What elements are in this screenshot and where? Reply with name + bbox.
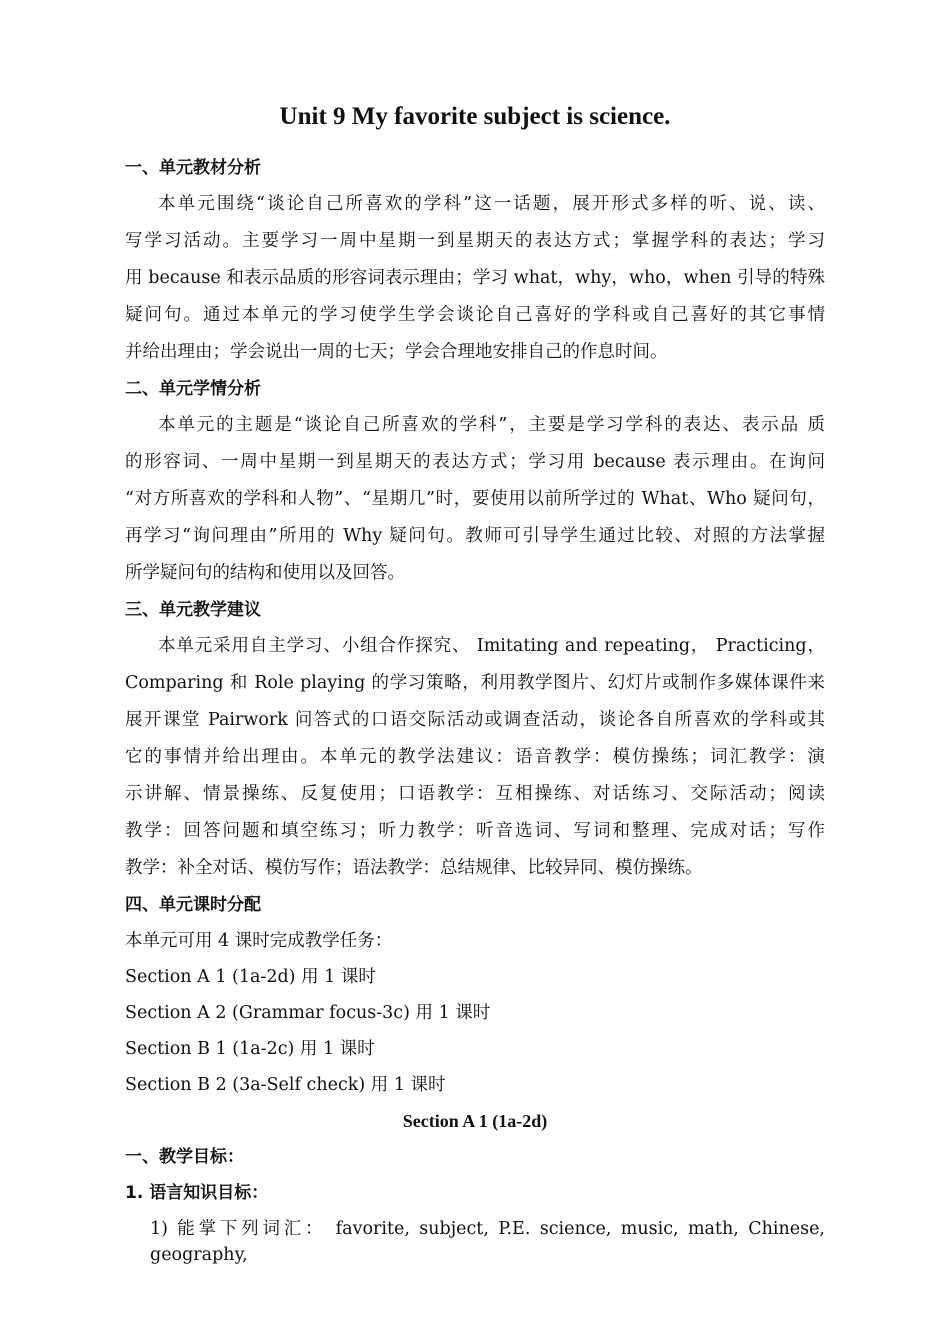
language-knowledge-heading: 1. 语言知识目标： — [125, 1183, 269, 1203]
paragraph-line: 的形容词、一周中星期一到星期天的表达方式；学习用 because 表示理由。在询问 — [125, 452, 825, 472]
allocation-item: Section B 2 (3a-Self check) 用 1 课时 — [125, 1075, 446, 1095]
paragraph-line: 写学习活动。主要学习一周中星期一到星期天的表达方式；掌握学科的表达；学习 — [125, 231, 825, 251]
page-title: Unit 9 My favorite subject is science. — [279, 103, 671, 130]
allocation-item: Section A 1 (1a-2d) 用 1 课时 — [125, 967, 376, 987]
paragraph-line: 所学疑问句的结构和使用以及回答。 — [125, 563, 405, 583]
paragraph-line: 展开课堂 Pairwork 问答式的口语交际活动或调查活动，谈论各自所喜欢的学科或其 — [125, 710, 825, 730]
paragraph-line: 它的事情并给出理由。本单元的教学法建议：语音教学：模仿操练；词汇教学：演 — [125, 747, 825, 767]
paragraph-line: 示讲解、情景操练、反复使用；口语教学：互相操练、对话练习、交际活动；阅读 — [125, 784, 825, 804]
teaching-goals-heading: 一、教学目标： — [125, 1147, 244, 1167]
paragraph-line: 本单元采用自主学习、小组合作探究、 Imitating and repeating， Practicing， — [158, 636, 825, 656]
paragraph-line: 本单元的主题是“谈论自己所喜欢的学科”，主要是学习学科的表达、表示品 质 — [158, 415, 825, 435]
section-heading-lesson-allocation: 四、单元课时分配 — [125, 895, 261, 915]
allocation-item: Section A 2 (Grammar focus-3c) 用 1 课时 — [125, 1003, 491, 1023]
paragraph-line: 疑问句。通过本单元的学习使学生学会谈论自己喜好的学科或自己喜好的其它事情 — [125, 305, 825, 325]
section-title: Section A 1 (1a-2d) — [402, 1111, 548, 1131]
section-heading-teaching-suggestions: 三、单元教学建议 — [125, 600, 261, 620]
paragraph-line: 教学：补全对话、模仿写作；语法教学：总结规律、比较异同、模仿操练。 — [125, 858, 703, 878]
vocabulary-item: 1) 能掌下列词汇： favorite, subject, P.E. science, music, math, Chinese, geography, — [150, 1219, 825, 1265]
paragraph-line: Comparing 和 Role playing 的学习策略，利用教学图片、幻灯片或制作多媒体课件来 — [125, 673, 825, 693]
paragraph-line: 并给出理由；学会说出一周的七天；学会合理地安排自己的作息时间。 — [125, 342, 668, 362]
paragraph-line: 再学习“询问理由”所用的 Why 疑问句。教师可引导学生通过比较、对照的方法掌握 — [125, 526, 825, 546]
paragraph-line: 教学：回答问题和填空练习；听力教学：听音选词、写词和整理、完成对话；写作 — [125, 821, 825, 841]
paragraph-line: 本单元围绕“谈论自己所喜欢的学科”这一话题，展开形式多样的听、说、读、 — [158, 194, 825, 214]
allocation-intro: 本单元可用 4 课时完成教学任务： — [125, 931, 393, 951]
section-heading-textbook-analysis: 一、单元教材分析 — [125, 158, 261, 178]
allocation-item: Section B 1 (1a-2c) 用 1 课时 — [125, 1039, 375, 1059]
section-heading-learner-analysis: 二、单元学情分析 — [125, 379, 261, 399]
paragraph-line: “对方所喜欢的学科和人物”、“星期几”时，要使用以前所学过的 What、Who 疑问句， — [125, 489, 825, 509]
paragraph-line: 用 because 和表示品质的形容词表示理由；学习 what，why，who，when 引导的特殊 — [125, 268, 825, 288]
